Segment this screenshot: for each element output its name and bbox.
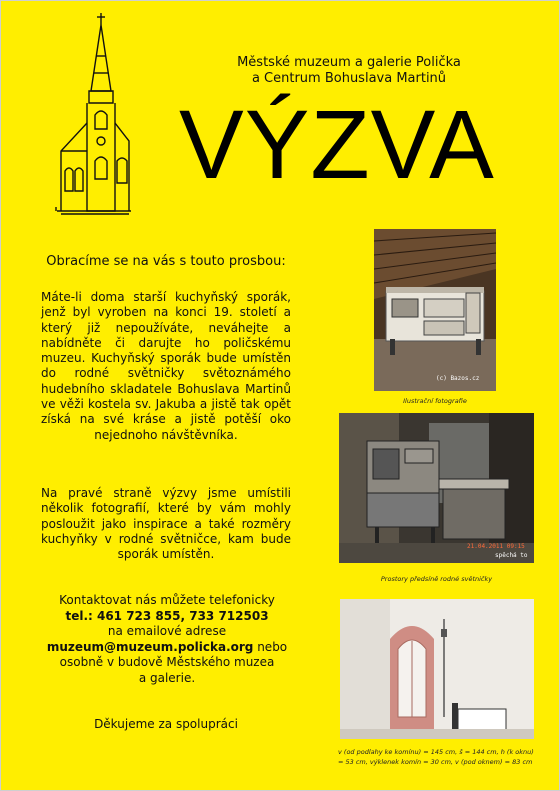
contact-line-in-person: osobně v budově Městského muzea (59, 655, 275, 670)
organizer-line-2: a Centrum Bohuslava Martinů (251, 71, 447, 86)
email-address[interactable]: muzeum@muzeum.policka.org (46, 639, 254, 654)
contact-line-phone-intro: Kontaktovat nás můžete telefonicky (59, 593, 275, 607)
page-title: VÝZVA (179, 90, 495, 199)
contact-line-gallery: a galerie. (138, 670, 196, 685)
thanks-text: Děkujeme za spolupráci (94, 717, 238, 731)
watermark-date: 21.04.2011 09:15 (467, 543, 525, 550)
appeal-paragraph: Máte-li doma starší kuchyňský sporák, jenž byl vyroben na konci 19. století a který již nepoužíváte, neváhejte a nabídněte či darujte ho poličskému muzeu. Kuchyňský sporák bude umístěn do rodné světničky světoznámého hudebního skladatele Bohuslava Martinů ve věži kostela sv. Jakuba a jistě tak opět získá na své kráse a jistě potěší oko nejednoho návštěvníka. (41, 290, 291, 442)
caption-vestibule: Prostory předsíně rodné světničky (380, 575, 493, 583)
photos-paragraph: Na pravé straně výzvy jsme umístili několik fotografií, které by vám mohly posloužit jako inspirace a také rozměry kuchyňky v rodné světničce, kam bude sporák umístěn. (41, 486, 291, 562)
contact-line-email-intro: na emailové adrese (107, 624, 227, 639)
phone-numbers: tel.: 461 723 855, 733 712503 (65, 608, 269, 623)
photo-stove-attic (374, 229, 496, 391)
church-illustration (51, 11, 131, 216)
organizer-heading (219, 55, 479, 87)
organizer-line-1: Městské muzeum a galerie Polička (237, 55, 461, 70)
watermark-bazos: (c) Bazos.cz (436, 375, 480, 382)
watermark-spechato: spěchá to (495, 552, 528, 559)
intro-text: Obracíme se na vás s touto prosbou: (46, 254, 286, 269)
vestibule-stove-image (339, 413, 534, 563)
measurement-line-1: v (od podlahy ke komínu) = 145 cm, š = 144 cm, h (k oknu) (338, 748, 534, 756)
stove-attic-image (374, 229, 496, 391)
room-measurements (338, 747, 543, 767)
measurement-line-2: = 53 cm, výklenek komín = 30 cm, v (pod oknem) = 83 cm (338, 758, 533, 766)
photo-vestibule-stove (339, 413, 534, 563)
contact-or: nebo (253, 639, 288, 654)
room-window-image (340, 599, 534, 739)
contact-block (31, 593, 303, 687)
photo-room-window (340, 599, 534, 739)
caption-illustration: Ilustrační fotografie (403, 397, 467, 405)
